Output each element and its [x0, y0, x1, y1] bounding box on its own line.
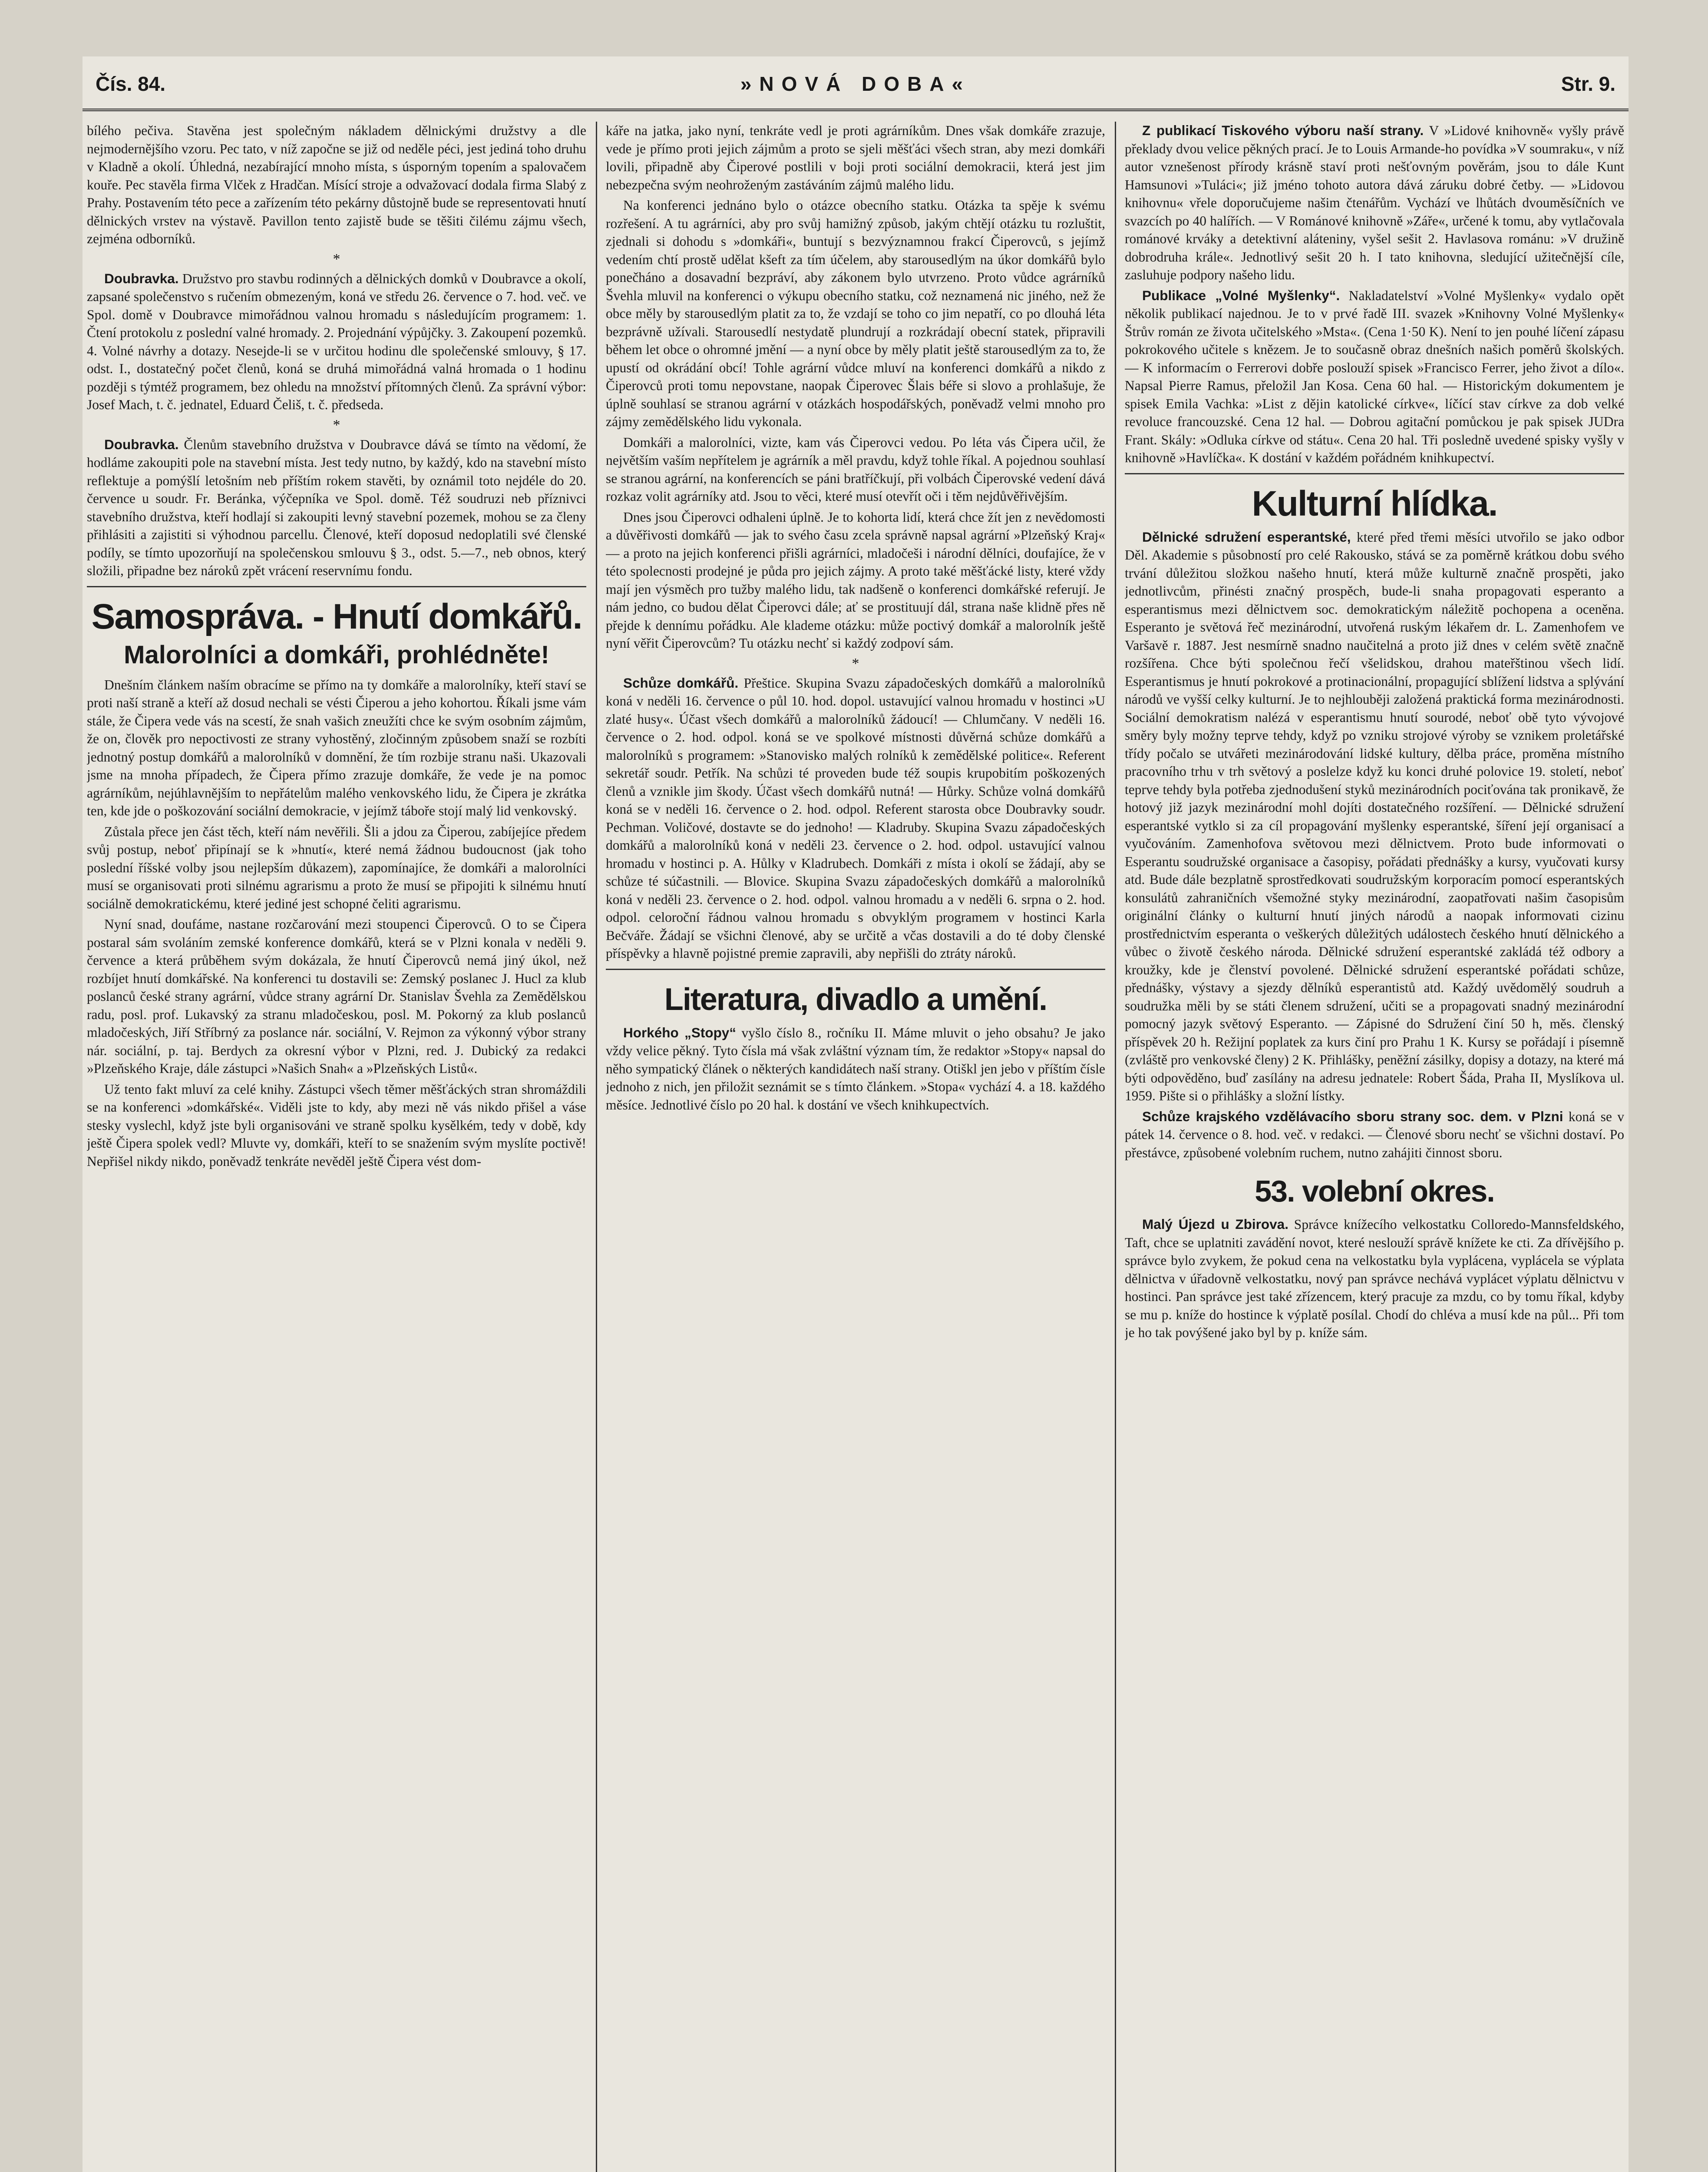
news-item	[1125, 1108, 1624, 1162]
item-text: Členům stavebního družstva v Doubravce dává se tímto na vědomí, že hodláme zakoupiti pole na stavební místa. Jest tedy nutno, by každý, kdo na stavební místo reflektuje a pomýšlí letošním neb příštím rokem stavěti, by oznámil toto nejdéle do 20. července u soudr. Fr. Beránka, výčepníka ve Spol. domě. Též soudruzi neb příznivci stavebního družstva, kteří hodlají si zakoupiti levný stavební pozemek, mohou se za členy přihlásiti a zajistiti si výhodnou parcellu. Členové, kteří doposud nedoplatili své členské podíly, se tímto upozorňují na společenskou smlouvu § 3., odst. 5.—7., neb obnos, který složili, připadne bez nároků zpět vrácení reservnímu fondu.	[87, 437, 586, 578]
article-paragraph: bílého pečiva. Stavěna jest společným nákladem dělnickými družstvy a dle nejmodernějšího vzoru. Pec tato, v níž započne se již od neděle péci, jest jediná toho druhu v Kladně a okolí. Úhledná, nezabírající mnoho místa, s úsporným topením a spalovačem kouře. Pec stavěla firma Vlček z Hradčan. Mísící stroje a odvažovací dodala firma Slabý z Prahy. Postavením této pece a zařízením této pekárny důstojně bude se representovati hnutí dělnických vrstev na výstavě. Pavillon tento zajistě bude se těšiti čilému zájmu všech, zejména odborníků.	[87, 123, 586, 246]
article-paragraph: Už tento fakt mluví za celé knihy. Zástupci všech těmer měšťáckých stran shromáždili se na konferenci »domkářské«. Viděli jste to kdy, aby mezi ně vás nikdo přišel a váse stesky vyslechl, když jste byli organisováni ve straně spolku kysělkém, tedy v době, kdy ještě Čipera spolek vedl? Mluvte vy, domkáři, kteří to se snažením svým myslíte poctivě! Nepřišel nikdy nikdo, poněvadž tenkráte nevěděl ještě Čipera vést dom-	[87, 1081, 586, 1169]
section-rule	[606, 969, 1105, 970]
section-rule	[1125, 473, 1624, 474]
item-text: Správce knížecího velkostatku Colloredo-Mannsfeldského, Taft, chce se uplatniti zavádění novot, které neslouží správě knížete ke cti. Za dřívějšího p. správce bylo zvykem, že pokud cena na velkostatku byla vyplácena, vyplácela se výplata dělnictva v úřadovně velkostatku, nový pan správce nechává vyplácet výplatu dělnictvu v hostinci. Pan správce jest také zřízencem, který pracuje za mzdu, co by tomu říkal, kdyby se mu p. kníže do hostince k výplatě posílal. Chodí do chléva a musí kde na půl... Při tom je ho tak povýšené jako byl by p. kníže sám.	[1125, 1217, 1624, 1340]
news-item	[1125, 1215, 1624, 1342]
item-kicker: Doubravka.	[104, 270, 179, 286]
item-kicker: Horkého „Stopy“	[623, 1024, 737, 1040]
column-3	[1125, 122, 1624, 2172]
issue-number: Čís. 84.	[96, 73, 166, 95]
article-paragraph: Nyní snad, doufáme, nastane rozčarování mezi stoupenci Čiperovců. O to se Čipera postaral sám svoláním zemské konference domkářů, která se v Plzni konala v neděli 9. července a která průběhem svým dokázala, že hnutí Čiperovců nemá jiný úkol, než rozbíjet hnutí domkářské. Na konferenci tu dostavili se: Zemský poslanec J. Hucl za klub poslanců české strany agrární, vůdce strany agrární Dr. Stanislav Švehla za Zemědělskou radu, posl. prof. Lukavský za stranu mladočeskou, posl. M. Pokorný za klub poslanců mladočeských, Jiří Stříbrný za poslance nár. sociální, V. Rejmon za výkonný výbor strany nár. sociální, p. taj. Berdych za okresní výbor v Plzni, red. J. Dubický za redakci »Plzeňského Kraje, dále zástupci »Našich Snah« a »Plzeňských Listů«.	[87, 917, 586, 1076]
newspaper-title: »NOVÁ DOBA«	[740, 73, 971, 95]
item-kicker: Schůze domkářů.	[623, 675, 739, 691]
news-item	[606, 1024, 1105, 1114]
article-paragraph: Na konferenci jednáno bylo o otázce obecního statku. Otázka ta spěje k svému rozřešení. A tu agrárníci, aby pro svůj hamižný způsob, jakým chtějí otázku tu rozluštit, zjednali si dohodu s »domkáři«, buntují s bezvýznamnou frakcí Čiperovců, s jejímž vedením chtí prostě udělat kšeft za tím účelem, aby starousedlým na úkor domkářů bylo ponečháno a dosavadní bezpráví, aby zákonem bylo utvrzeno. Proto vůdce agrárníků Švehla mluvil na konferenci o výkupu obecního statku, což neznamená nic jiného, než že obce měly by starousedlým platit za to, že vzdají se toho co jim nepatří, co po dlouhá léta bezprávně užívali. Starousedlí nestydatě plundrují a rozkrádají obecní statek, připravili během let obce o ohromné jmění — a nyní obce by měly platit ještě starousedlým za to, že upustí od okrádání obcí! Tohle agrární vůdce mluví na konferenci domkářů a nikdo z Čiperovců proti tomu nepovstane, naopak Čiperovec Šlais béře si slovo a prohlašuje, že úplně souhlasí se stranou agrární v otázkách hospodářských, poněvadž velmi mnoho pro zájmy zemědělského lidu vykonala.	[606, 198, 1105, 429]
separator-star: *	[333, 251, 340, 267]
separator-star: *	[333, 417, 340, 433]
article-paragraph: Dnes jsou Čiperovci odhaleni úplně. Je to kohorta lidí, která chce žít jen z nevědomosti a důvěřivosti domkářů — jak to svého času zcela správně napsal agrární »Plzeňský Kraj« — a proto na jejich konferenci přišli agrárníci, mladočeši i národní dělníci, doufajíce, že v této spolecnosti prodejné je půda pro jejich zájmy. A proto také měšťácké listy, které vždy mají jen výsměch pro tužby malého lidu, tak nadšeně o konferenci domkářské referují. Je nám jedno, co budou dělat Čiperovci dále; ať se prostituují dál, strana naše klidně přes ně přejde k dennímu pořádku. Ale klademe otázku: může poctivý domkář a malorolník ještě nyní věřit Čiperovcům? Tu otázku nechť si každý zodpoví sám.	[606, 509, 1105, 651]
news-item	[606, 674, 1105, 963]
article-headline: Malorolníci a domkáři, prohlédněte!	[124, 640, 549, 669]
section-heading: Literatura, divadlo a umění.	[664, 982, 1047, 1017]
item-text: které před třemi měsíci utvořilo se jako odbor Děl. Akademie s působností pro celé Rakousko, stává se za poměrně krátkou dobu svého trvání důležitou složkou našeho hnutí, která může kulturně značně prospěti, jako jednotlivcům, přinésti značný prospěch, bude-li snaha propagovati esperanto a esperantismus mezi dělnictvem soc. demokratickým náležitě pochopena a oceněna. Esperanto je světová řeč mezinárodní, utvořená ruským lékařem dr. L. Zamenhofem ve Varšavě r. 1887. Jest nesmírně snadno naučitelná a proto již dnes v celém světě značně rozšířena. Chce býti společnou řečí všelidskou, drahou mateřštinou všech lidí. Esperantismus je hnutí pokrokové a protinacionální, propagující sblížení lidstva a splývání národů ve vyšší celky kulturní. Je to nejhlouběji založená praktická forma mezinárodnosti. Sociální demokratism nalézá v esperantismu hnutí sourodé, neboť obě tyto vývojové směry byly možny teprve tehdy, když po vzniku strojové výroby se vznikem proletářské třídy počalo se utvářeti mezinárodování lidské kultury, dělba práce, proměna místního pracovního trhu v trh světový a poslelze když ku konci druhé polovice 19. století, neboť teprve tehdy byla potřeba zjednodušení styků mezinárodních pociťována tak pronikavě, že hotový již jazyk mezinárodní mohl dojíti dostatečného rozšíření. — Dělnické sdružení esperantské vytklo si za cíl propagování myšlenky esperantské, šíření její organisací a vyučováním. Zamenhofova světovou mezi dělnictvem. Proto bude informovati o Esperantu soudružské organisace a časopisy, pořádati přednášky a kursy, vyučovati kursy atd. Bude dále bezplatně sprostředkovati soudružským korporacím pomocí esperantských konsulátů zahraničních všemožné styky mezinárodní, zaopatřovati našim časopisům originální články o kulturní hnutí jiných národů a naopak informovati cizinu prostřednictvím esperanta o veškerých důležitých událostech českého hnutí dělnického a vůbec o životě českého národa. Dělnické sdružení esperantské zakládá též odbory a kroužky, kde je členství povolené. Dělnické sdružení esperantské pořádati schůze, přednášky, výstavy a sjezdy dělníků esperantistů atd. Každý uvědomělý soudruh a soudružka měli by se státi členem sdružení, učiti se a propagovati snadný mezinárodní pomocný jazyk světový Esperanto. — Zápisné do Sdružení činí 50 h, měs. členský příspěvek 20 h. Režijní poplatek za kurs činí pro Prahu 1 K. Kursy se pořádají i písemně (zvláště pro venkovské členy) 2 K. Přihlášky, peněžní zásilky, dopisy a dotazy, na které má býti odpověděno, buď zasílány na adresu jednatele: Robert Šáda, Praha II, Myslíkova ul. 1959. Pište si o přihlášky a složní lístky.	[1125, 529, 1624, 1103]
item-kicker: Dělnické sdružení esperantské,	[1142, 529, 1351, 545]
news-item	[1125, 287, 1624, 467]
article-paragraph: Domkáři a malorolníci, vizte, kam vás Čiperovci vedou. Po léta vás Čipera učil, že největším vaším nepřítelem je agrárník a měl pravdu, když tohle říkal. A pojednou souhlasí se stranou agrární, na konferencích se páni bratříčkují, při volbách Čiperovské vedení dává rozkaz volit agrárníky atd. Jsou to věci, které musí otevřít oči i těm nejdůvěřivějším.	[606, 434, 1105, 504]
news-item	[87, 436, 586, 580]
item-kicker: Doubravka.	[104, 436, 179, 452]
item-text: Družstvo pro stavbu rodinných a dělnických domků v Doubravce a okolí, zapsané společenstvo s ručením obmezeným, koná ve středu 26. července o 7. hod. več. ve Spol. domě v Doubravce mimořádnou valnou hromadu s následujícím programem: 1. Čtení protokolu z poslední valné hromady. 2. Projednání výpůjčky. 3. Zakoupení pozemků. 4. Volné návrhy a dotazy. Nesejde-li se v určitou hodinu dle společenské smlouvy, § 17. odst. I., dostatečný počet členů, koná se druhá mimořádná valná hromada o 1 hodinu později s týmtéž programem, bez ohledu na množství přítomných členů. Za správní výbor: Josef Mach, t. č. jednatel, Eduard Čeliš, t. č. předseda.	[87, 271, 586, 412]
article-paragraph: Dnešním článkem naším obracíme se přímo na ty domkáře a malorolníky, kteří staví se proti naší straně a kteří až dosud nechali se vésti Čiperou a jeho kohortou. Říkali jsme vám stále, že Čipera vede vás na scestí, že snah vašich zneužíti chce ke svým osobním zájmům, že on, člověk pro nepoctivosti ze strany vyhostěný, zločinným způsobem snaží se rozbíti jednotný postup domkářů a malorolníků v domnění, že tím rozbije stranu naši. Ukazovali jsme na mnoha případech, že Čipera přímo zrazuje domkáře, že vede je na pomoc agrárníkům, nejúhlavnějším to nepřátelům malého venkovského lidu, že Čipera je zkrátka ten, kde jde o poškozování sociální demokracie, v jejímž táboře stojí malý lid venkovský.	[87, 677, 586, 818]
column-divider	[1115, 122, 1116, 2172]
item-kicker: Malý Újezd u Zbirova.	[1142, 1216, 1288, 1232]
masthead	[83, 56, 1629, 111]
news-item	[87, 270, 586, 414]
item-kicker: Publikace „Volné Myšlenky“.	[1142, 287, 1340, 303]
section-heading: 53. volební okres.	[1255, 1174, 1494, 1208]
article-paragraph: Zůstala přece jen část těch, kteří nám nevěřili. Šli a jdou za Čiperou, zabíjejíce předem svůj postup, neboť připínají se k »hnutí«, které nemá žádnou budoucnost (jak toho poslední říšské volby jsou nejlepším důkazem), zapomínajíce, že domkáři a malorolníci musí se organisovati proti silnému agrarismu a proto že musí se připojiti k silnému hnutí sociálně demokratickému, které jediné jest schopné čeliti agrarismu.	[87, 824, 586, 911]
section-heading: Samospráva. - Hnutí domkářů.	[91, 596, 582, 636]
column-1	[87, 122, 586, 2172]
item-kicker: Z publikací Tiskového výboru naší strany.	[1142, 123, 1424, 138]
item-text: V »Lidové knihovně« vyšly právě překlady dvou velice pěkných prací. Je to Louis Armande-ho povídka »V soumraku«, v níž autor vznešenost přírody krásně staví proti nešťovným pověrám, jsou to dále Kunt Hamsunovi »Tuláci«; již jméno tohoto autora dává záruku dobré četby. — »Lidovou knihovnu« vřele doporučujeme našim čtenářům. Vychází ve lhůtách dvouměsíčních ve svazcích po 40 halířích. — V Románové knihovně »Záře«, určené k tomu, aby vytlačovala románové krváky a detektivní aláteniny, vyšel sešit 2. Havlasova románu: »V družině dobrodruha krále«. Jednotlivý sešit 20 h. I tato knihovna, sledující užitečnější cíle, zasluhuje podpory našeho lidu.	[1125, 123, 1624, 282]
item-text: vyšlo číslo 8., ročníku II. Máme mluvit o jeho obsahu? Je jako vždy velice pěkný. Tyto čísla má však zvláštní význam tím, že redaktor »Stopy« napsal do něho sympatický článek o některých kandidátech naší strany. Otiškl jen jebo v příštím čísle jednoho z nich, jen přiložit seznámit se s tímto článkem. »Stopa« vychází 4. a 18. každého měsíce. Jednotlivé číslo po 20 hal. k dostání ve všech knihkupectvích.	[606, 1025, 1105, 1112]
news-item	[1125, 528, 1624, 1105]
page-number: Str. 9.	[1561, 73, 1615, 95]
section-heading: Kulturní hlídka.	[1252, 483, 1497, 523]
item-text: Nakladatelství »Volné Myšlenky« vydalo opět několik publikací najednou. Je to v prvé řadě III. svazek »Knihovny Volné Myšlenky« Štrův román ze života učitelského »Mstа«. (Cena 1·50 K). Není to jen pouhé líčení zápasu pokrokového učitele s knězem. Je to současně obraz dnešních našich poměrů školských. — K informacím o Ferrerovi dobře poslouží spisek »Francisco Ferrer, jeho život a dílo«. Napsal Pierre Ramus, přeložil Jan Kosa. Cena 60 hal. — Historickým dokumentem je spisek Emila Vachka: »List z dějin katolické církve«, líčící stav církve za dob velké revoluce francouzské. Cena 12 hal. — Dobrou agitační pomůckou je pak spisek JUDra Frant. Skály: »Odluka církve od státu«. Cena 20 hal. Tři posledně uvedené spisky vyšly v knihovně »Havlíčka«. K dostání v každém pořádném knihkupectví.	[1125, 288, 1624, 465]
item-text: Přeštice. Skupina Svazu západočeských domkářů a malorolníků koná v neděli 16. července o půl 10. hod. dopol. ustavující valnou hromadu v hostinci »U zlaté husy«. Účast všech domkářů a malorolníků žádoucí! — Chlumčany. V neděli 16. července o 2. hod. odpol. koná se ve spolkové místnosti důvěrná schůze domkářů a malorolníků s programem: »Stanovisko malých rolníků k zemědělské politice«. Referent sekretář soudr. Petřík. Na schůzi té proveden bude též soupis krupobitím poškozených členů a vznikle jim škody. Účast všech domkářů nutná! — Hůrky. Schůze volná domkářů koná se v neděli 16. července o 2. hod. odpol. Referent starosta obce Doubravky soudr. Pechman. Voličové, dostavte se do jednoho! — Kladruby. Skupina Svazu západočeských domkářů a malorolníků koná v neděli 23. července o 2. hod. odpol. ustavující valnou hromadu v hostinci p. A. Hůlky v Kladrubech. Domkáři z místa i okolí se žádají, aby se schůze té súčastnili. — Blovice. Skupina Svazu západočeských domkářů a malorolníků koná v neděli 23. července o 2. hod. odpol. valnou hromadu a v neděli 6. srpna o 2. hod. odpol. celoroční řádnou valnou hromadu s obvyklým programem v hostinci Karla Bečváře. Žádají se všichni členové, aby se určitě a včas dostavili a do té doby členské příspěvky a hlavně pojistné premie zapravili, aby nepřišli do ztráty nároků.	[606, 675, 1105, 961]
item-text: koná se v pátek 14. července o 8. hod. več. v redakci. — Členové sboru nechť se všichni dostaví. Po přestávce, způsobené volebním ruchem, nutno zahájiti činnost sboru.	[1125, 1109, 1624, 1160]
news-item	[1125, 122, 1624, 284]
separator-star: *	[852, 655, 859, 672]
section-rule	[87, 586, 586, 587]
columns	[87, 122, 1624, 2172]
article-paragraph: káře na jatka, jako nyní, tenkráte vedl je proti agrárníkům. Dnes však domkáře zrazuje, vede je přímo proti jejich zájmům a proto se sjeli měšťáci všech stran, aby mezi domkáři lovili, připadně aby Čiperové postlili v boji proti sociální demokracii, která jest jim nebezpečna svým neohroženým zastáváním zájmů malého lidu.	[606, 123, 1105, 192]
column-2	[606, 122, 1105, 2172]
newspaper-page	[83, 56, 1629, 2172]
item-kicker: Schůze krajského vzdělávacího sboru strany soc. dem. v Plzni	[1142, 1108, 1563, 1124]
column-divider	[596, 122, 597, 2172]
